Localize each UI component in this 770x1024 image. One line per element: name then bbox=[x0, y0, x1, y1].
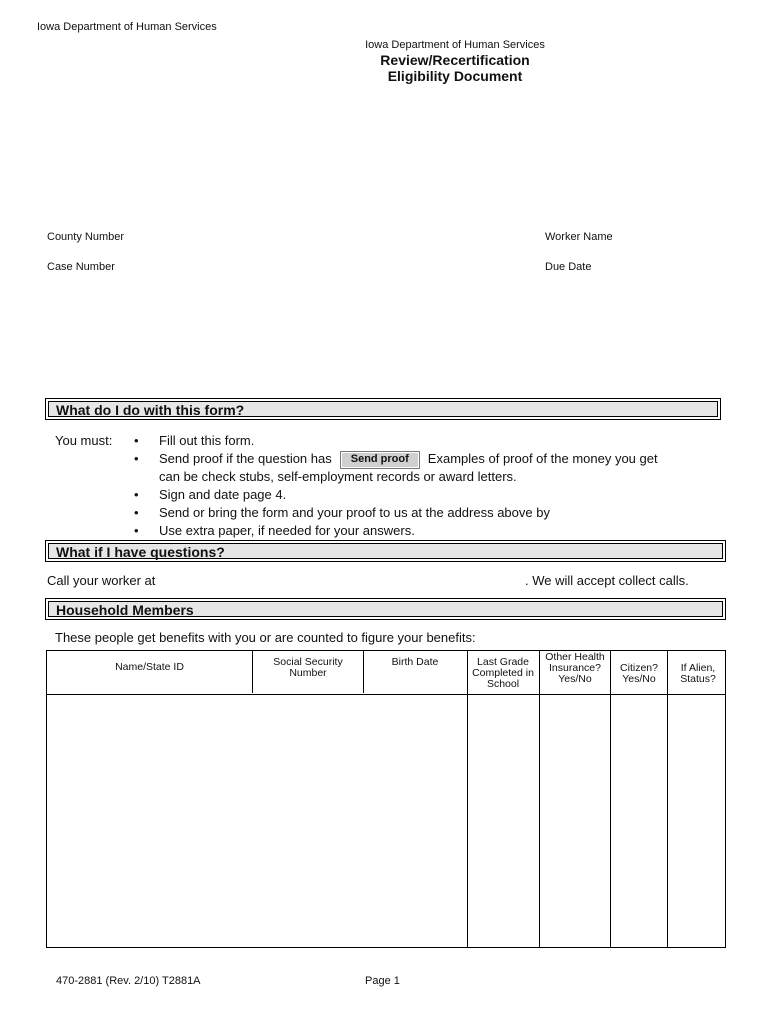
household-table bbox=[46, 650, 726, 948]
table-header-divider bbox=[47, 694, 725, 695]
section-questions-title: What if I have questions? bbox=[56, 544, 225, 560]
col-header-ssn: Social Security Number bbox=[273, 656, 343, 679]
instructions-list bbox=[134, 433, 724, 541]
list-item: • Fill out this form. bbox=[134, 433, 724, 448]
col-header-birth-date: Birth Date bbox=[391, 656, 439, 668]
agency-top: Iowa Department of Human Services bbox=[37, 21, 217, 33]
list-item: • Sign and date page 4. bbox=[134, 487, 724, 502]
agency-name: Iowa Department of Human Services bbox=[365, 39, 545, 51]
column-divider bbox=[363, 651, 364, 693]
column-divider bbox=[467, 651, 468, 947]
section-questions-header bbox=[45, 540, 726, 562]
form-title-line1: Review/Recertification bbox=[380, 52, 530, 68]
case-number-label: Case Number bbox=[47, 261, 115, 273]
household-intro: These people get benefits with you or are counted to figure your benefits: bbox=[55, 630, 476, 645]
col-header-name: Name/State ID bbox=[115, 661, 184, 673]
county-number-label: County Number bbox=[47, 231, 125, 243]
column-divider bbox=[667, 651, 668, 947]
list-item: • Send proof if the question has Send proof Examples of proof of the money you get can be check stubs, self-employment records or award letters. bbox=[134, 451, 724, 484]
section-household-header bbox=[45, 598, 726, 620]
you-must-label: You must: bbox=[55, 433, 113, 448]
col-header-health-insurance: Other Health Insurance? Yes/No bbox=[545, 651, 605, 685]
form-title-line2: Eligibility Document bbox=[387, 68, 523, 84]
list-item: • Send or bring the form and your proof to us at the address above by bbox=[134, 505, 724, 520]
call-worker-text: Call your worker at bbox=[47, 573, 156, 588]
column-divider bbox=[252, 651, 253, 693]
list-item: • Use extra paper, if needed for your answers. bbox=[134, 523, 724, 538]
collect-calls-text: . We will accept collect calls. bbox=[525, 573, 689, 588]
col-header-citizen: Citizen? Yes/No bbox=[620, 662, 658, 685]
column-divider bbox=[610, 651, 611, 947]
col-header-last-grade: Last Grade Completed in School bbox=[472, 656, 534, 690]
column-divider bbox=[539, 651, 540, 947]
worker-name-label: Worker Name bbox=[545, 231, 613, 243]
col-header-alien-status: If Alien, Status? bbox=[680, 662, 716, 685]
section-what-header bbox=[45, 398, 721, 420]
section-what-title: What do I do with this form? bbox=[56, 402, 245, 418]
due-date-label: Due Date bbox=[545, 261, 592, 273]
send-proof-badge: Send proof bbox=[340, 451, 420, 469]
section-household-title: Household Members bbox=[56, 602, 194, 618]
form-number: 470-2881 (Rev. 2/10) T2881A bbox=[56, 975, 201, 987]
page-number: Page 1 bbox=[365, 975, 400, 987]
